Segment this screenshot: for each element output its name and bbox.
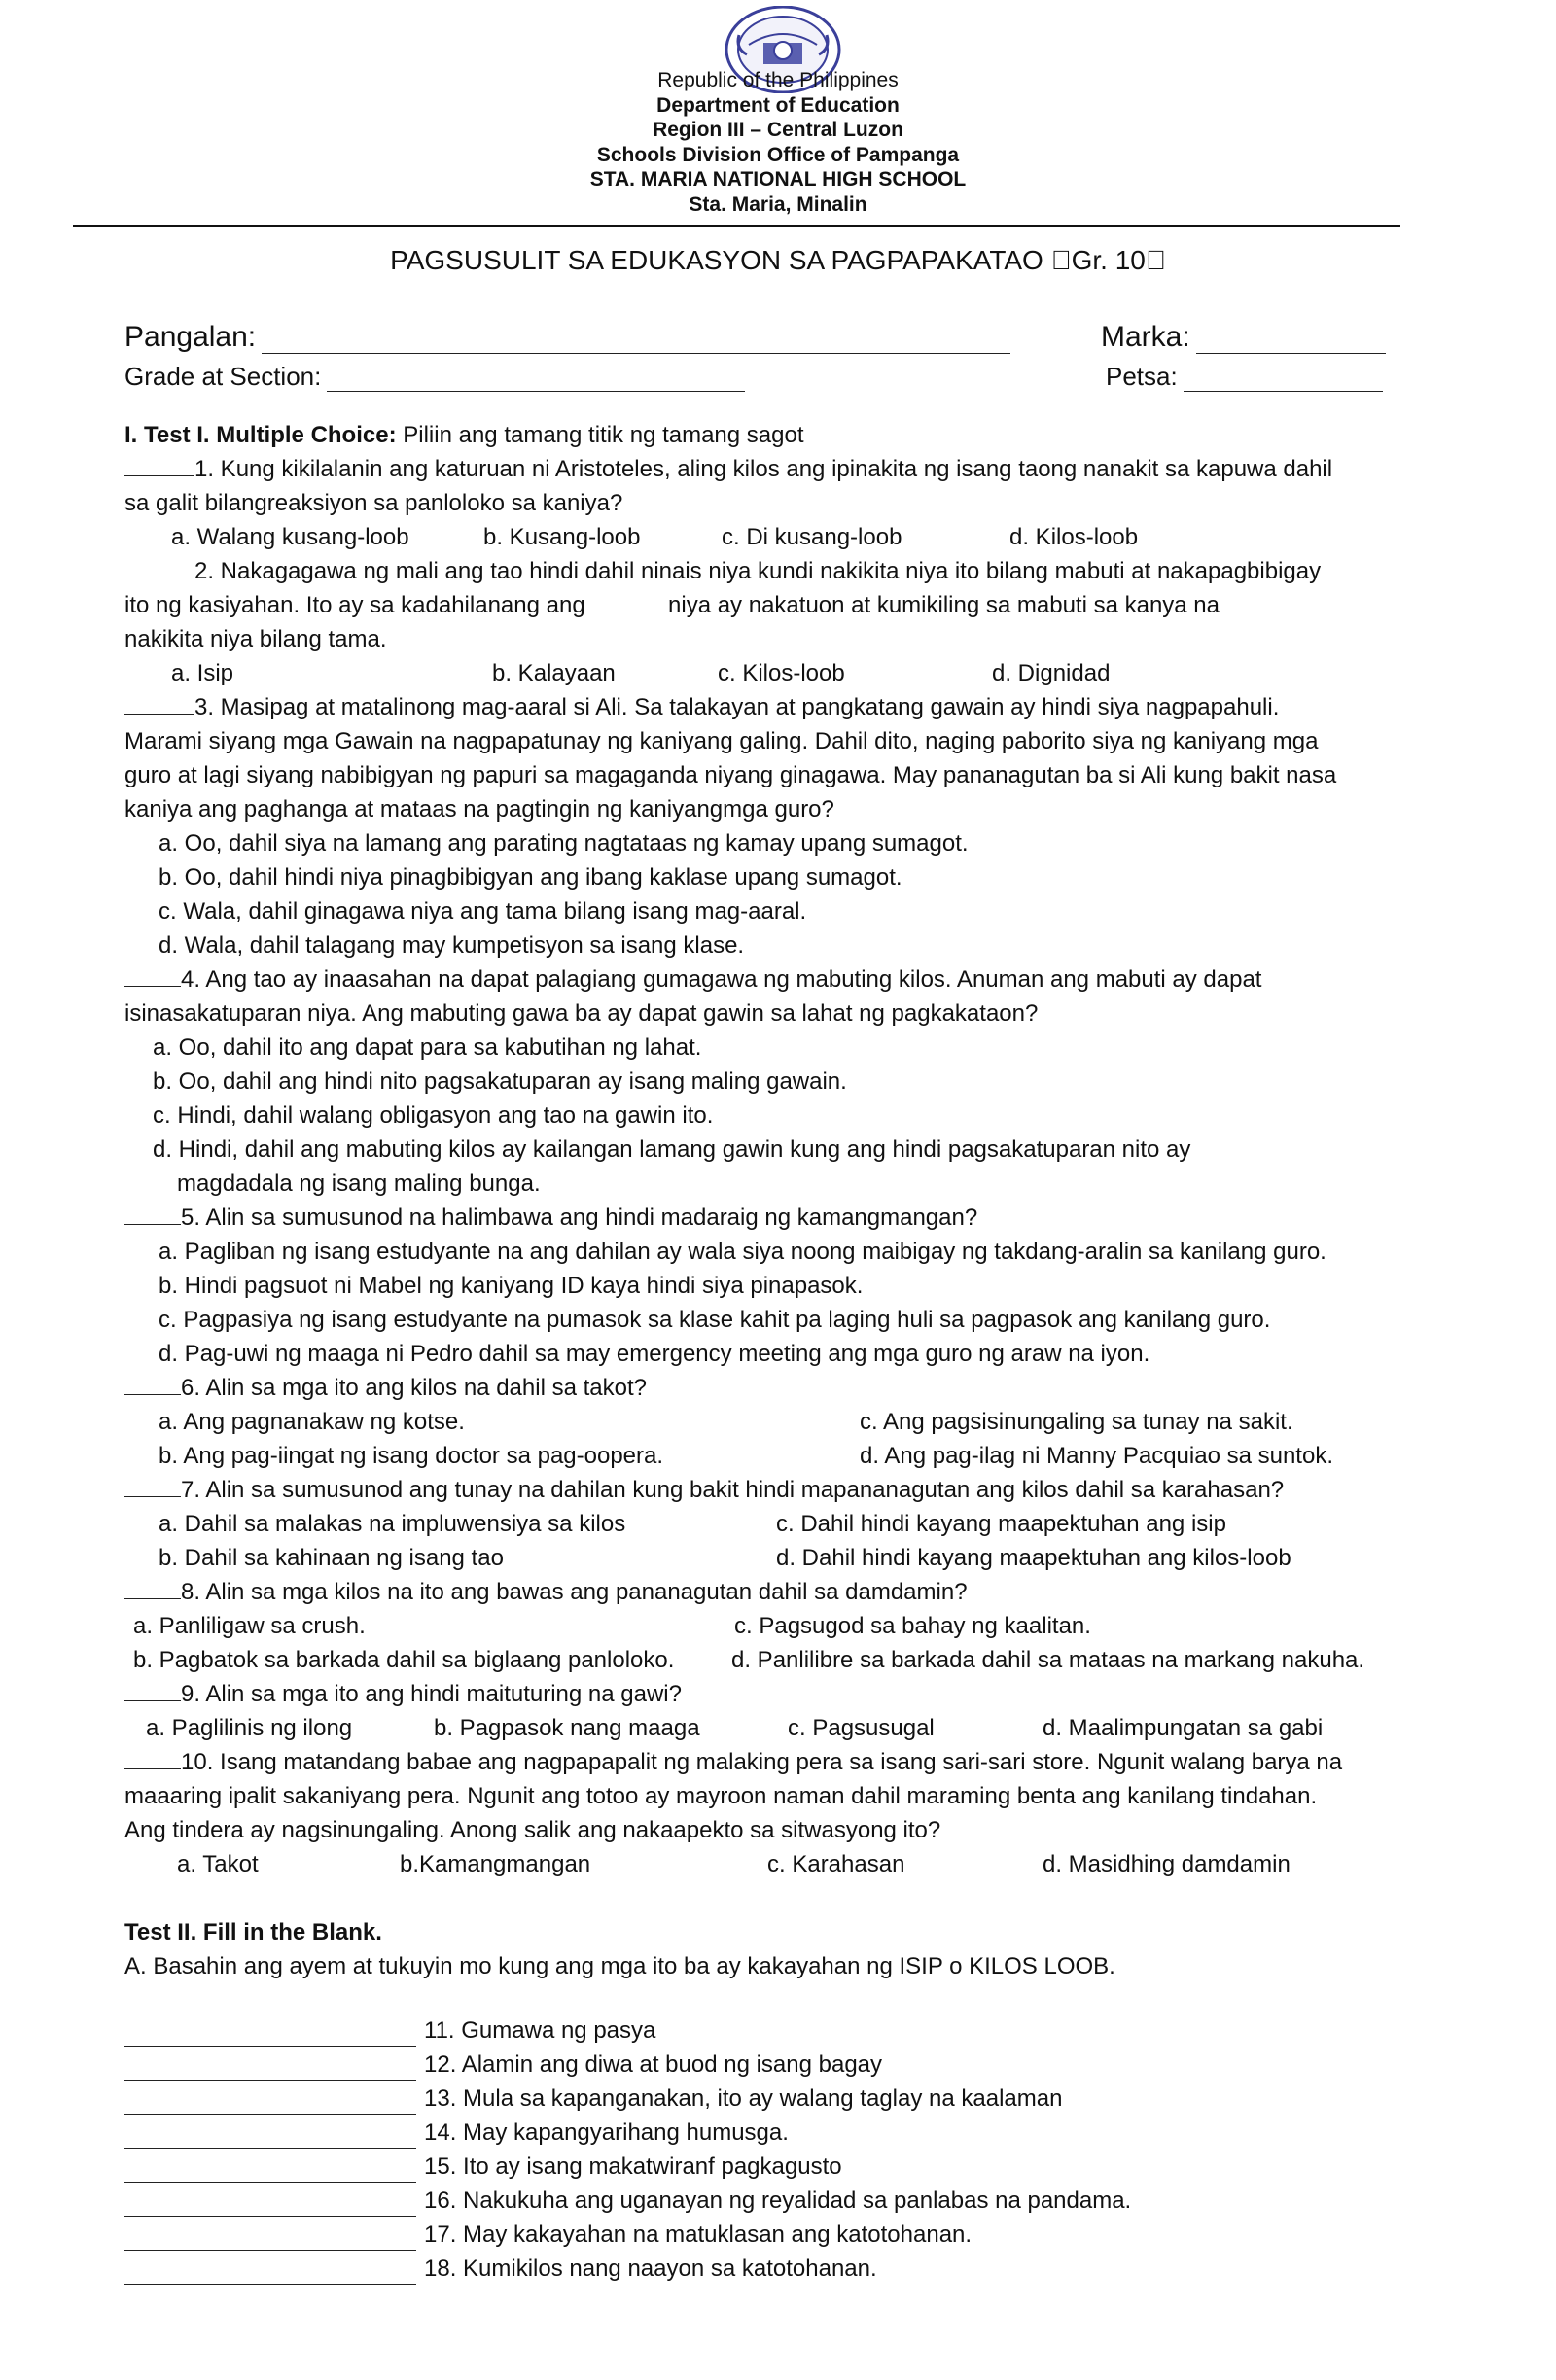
q10-option-b: b.Kamangmangan: [400, 1851, 591, 1877]
q6-option-d: d. Ang pag-ilag ni Manny Pacquiao sa suntok.: [860, 1443, 1333, 1469]
date-label: Petsa:: [1106, 362, 1178, 391]
q3-option-c: c. Wala, dahil ginagawa niya ang tama bilang isang mag-aaral.: [159, 898, 807, 925]
date-field: [1106, 362, 1383, 392]
q10-stem-cont: maaaring ipalit sakaniyang pera. Ngunit ang totoo ay mayroon naman dahil maraming benta ang kanilang tindahan.: [124, 1783, 1318, 1809]
q4-option-c: c. Hindi, dahil walang obligasyon ang tao na gawin ito.: [153, 1102, 714, 1129]
q8-option-a: a. Panliligaw sa crush.: [133, 1613, 366, 1639]
q8-option-d: d. Panlilibre sa barkada dahil sa mataas na markang nakuha.: [731, 1647, 1365, 1673]
header-department: Department of Education: [656, 94, 900, 117]
q4-stem: 4. Ang tao ay inaasahan na dapat palagiang gumagawa ng mabuting kilos. Anuman ang mabuti ay dapat: [124, 962, 1261, 997]
q4-option-d: d. Hindi, dahil ang mabuting kilos ay kailangan lamang gawin kung ang hindi pagsakatuparan nito ay: [153, 1137, 1191, 1163]
q1-option-c: c. Di kusang-loob: [722, 524, 902, 550]
q8-answer-blank[interactable]: [124, 1575, 181, 1599]
item-11-answer-line[interactable]: [124, 2045, 416, 2047]
q1-stem-cont: sa galit bilangreaksiyon sa panloloko sa kaniya?: [124, 490, 623, 516]
q1-option-b: b. Kusang-loob: [483, 524, 641, 550]
q5-option-b: b. Hindi pagsuot ni Mabel ng kaniyang ID kaya hindi siya pinapasok.: [159, 1273, 864, 1299]
item-18-answer-line[interactable]: [124, 2283, 416, 2285]
q10-stem-cont2: Ang tindera ay nagsinungaling. Anong salik ang nakaapekto sa sitwasyong ito?: [124, 1817, 941, 1843]
q7-option-b: b. Dahil sa kahinaan ng isang tao: [159, 1545, 504, 1571]
q1-answer-blank[interactable]: [124, 452, 194, 476]
q6-stem: 6. Alin sa mga ito ang kilos na dahil sa takot?: [124, 1371, 647, 1405]
q10-answer-blank[interactable]: [124, 1745, 181, 1769]
header-division: Schools Division Office of Pampanga: [596, 144, 960, 166]
q3-option-a: a. Oo, dahil siya na lamang ang parating nagtataas ng kamay upang sumagot.: [159, 830, 969, 857]
test2-heading: Test II. Fill in the Blank.: [124, 1919, 382, 1945]
q7-option-a: a. Dahil sa malakas na impluwensiya sa kilos: [159, 1511, 626, 1537]
q5-option-a: a. Pagliban ng isang estudyante na ang dahilan ay wala siya noong maibigay ng takdang-aralin sa kanilang guro.: [159, 1239, 1326, 1265]
q5-stem: 5. Alin sa sumusunod na halimbawa ang hindi madaraig ng kamangmangan?: [124, 1201, 977, 1235]
test1-heading-line: [124, 418, 804, 452]
q10-option-d: d. Masidhing damdamin: [1043, 1851, 1291, 1877]
q9-stem: 9. Alin sa mga ito ang hindi maituturing na gawi?: [124, 1677, 682, 1711]
q1-stem: 1. Kung kikilalanin ang katuruan ni Aristoteles, aling kilos ang ipinakita ng isang taong nanakit sa kapuwa dahil: [124, 452, 1332, 486]
test1-heading: I. Test I. Multiple Choice:: [124, 422, 397, 448]
score-input-line[interactable]: [1196, 353, 1386, 354]
header-location: Sta. Maria, Minalin: [689, 193, 867, 216]
date-input-line[interactable]: [1184, 391, 1383, 392]
item-15-answer-line[interactable]: [124, 2181, 416, 2183]
q7-option-c: c. Dahil hindi kayang maapektuhan ang isip: [776, 1511, 1226, 1537]
score-label: Marka:: [1101, 321, 1190, 353]
q6-option-b: b. Ang pag-iingat ng isang doctor sa pag-oopera.: [159, 1443, 664, 1469]
q4-option-d-cont: magdadala ng isang maling bunga.: [177, 1171, 541, 1197]
item-12: 12. Alamin ang diwa at buod ng isang bagay: [424, 2051, 883, 2078]
q3-option-b: b. Oo, dahil hindi niya pinagbibigyan ang ibang kaklase upang sumagot.: [159, 864, 902, 891]
item-16: 16. Nakukuha ang uganayan ng reyalidad sa panlabas na pandama.: [424, 2188, 1132, 2214]
name-field: [124, 321, 1010, 354]
name-input-line[interactable]: [262, 353, 1010, 354]
q6-option-c: c. Ang pagsisinungaling sa tunay na sakit.: [860, 1409, 1293, 1435]
q10-option-c: c. Karahasan: [767, 1851, 905, 1877]
q9-option-c: c. Pagsusugal: [788, 1715, 935, 1741]
name-label: Pangalan:: [124, 321, 257, 353]
q8-option-c: c. Pagsugod sa bahay ng kaalitan.: [734, 1613, 1091, 1639]
page-title: PAGSUSULIT SA EDUKASYON SA PAGPAPAKATAO Gr. 10: [410, 245, 1146, 275]
header-republic: Republic of the Philippines: [657, 69, 899, 91]
q3-stem-cont3: kaniya ang paghanga at mataas na pagtingin ng kaniyangmga guro?: [124, 796, 834, 822]
score-field: [1101, 321, 1386, 354]
q7-option-d: d. Dahil hindi kayang maapektuhan ang kilos-loob: [776, 1545, 1291, 1571]
item-13: 13. Mula sa kapanganakan, ito ay walang taglay na kaalaman: [424, 2085, 1063, 2112]
q1-option-d: d. Kilos-loob: [1009, 524, 1139, 550]
q2-answer-blank[interactable]: [124, 554, 194, 578]
item-14: 14. May kapangyarihang humusga.: [424, 2119, 789, 2146]
q5-answer-blank[interactable]: [124, 1201, 181, 1225]
q10-option-a: a. Takot: [177, 1851, 259, 1877]
q7-stem: 7. Alin sa sumusunod ang tunay na dahilan kung bakit hindi mapananagutan ang kilos dahil sa karahasan?: [124, 1473, 1284, 1507]
item-12-answer-line[interactable]: [124, 2079, 416, 2081]
q2-stem-cont2: nakikita niya bilang tama.: [124, 626, 387, 652]
item-11: 11. Gumawa ng pasya: [424, 2017, 656, 2044]
test2-instruction: A. Basahin ang ayem at tukuyin mo kung ang mga ito ba ay kakayahan ng ISIP o KILOS LOOB.: [124, 1953, 1115, 1979]
q5-option-d: d. Pag-uwi ng maaga ni Pedro dahil sa may emergency meeting ang mga guro ng araw na iyon.: [159, 1341, 1150, 1367]
q2-option-b: b. Kalayaan: [492, 660, 616, 686]
q3-stem-cont2: guro at lagi siyang nabibigyan ng papuri sa magaganda niyang ginagawa. May pananagutan ba si Ali kung bakit nasa: [124, 762, 1337, 788]
q9-answer-blank[interactable]: [124, 1677, 181, 1701]
q10-stem: 10. Isang matandang babae ang nagpapapalit ng malaking pera sa isang sari-sari store. Ngunit walang barya na: [124, 1745, 1342, 1779]
q9-option-d: d. Maalimpungatan sa gabi: [1043, 1715, 1324, 1741]
header-school: STA. MARIA NATIONAL HIGH SCHOOL: [589, 168, 967, 191]
q2-stem-cont: ito ng kasiyahan. Ito ay sa kadahilanang ang niya ay nakatuon at kumikiling sa mabuti sa kanya na: [124, 588, 1220, 622]
q8-option-b: b. Pagbatok sa barkada dahil sa biglaang panloloko.: [133, 1647, 675, 1673]
grade-section-label: Grade at Section:: [124, 362, 322, 391]
q6-answer-blank[interactable]: [124, 1371, 181, 1395]
item-17: 17. May kakayahan na matuklasan ang katotohanan.: [424, 2222, 972, 2248]
q2-option-d: d. Dignidad: [992, 660, 1111, 686]
item-18: 18. Kumikilos nang naayon sa katotohanan.: [424, 2256, 877, 2282]
q4-option-b: b. Oo, dahil ang hindi nito pagsakatuparan ay isang maling gawain.: [153, 1068, 847, 1095]
item-17-answer-line[interactable]: [124, 2249, 416, 2251]
item-14-answer-line[interactable]: [124, 2147, 416, 2149]
q4-stem-cont: isinasakatuparan niya. Ang mabuting gawa ba ay dapat gawin sa lahat ng pagkakataon?: [124, 1000, 1039, 1027]
q3-stem: 3. Masipag at matalinong mag-aaral si Ali. Sa talakayan at pangkatang gawain ay hindi siya nagpapahuli.: [124, 690, 1279, 724]
item-13-answer-line[interactable]: [124, 2113, 416, 2115]
q2-option-a: a. Isip: [171, 660, 234, 686]
q3-option-d: d. Wala, dahil talagang may kumpetisyon sa isang klase.: [159, 932, 745, 959]
item-16-answer-line[interactable]: [124, 2215, 416, 2217]
header-divider: [73, 225, 1400, 227]
q4-option-a: a. Oo, dahil ito ang dapat para sa kabutihan ng lahat.: [153, 1034, 702, 1061]
q3-stem-cont: Marami siyang mga Gawain na nagpapatunay ng kaniyang galing. Dahil dito, naging paborito siya ng kaniyang mga: [124, 728, 1319, 754]
q8-stem: 8. Alin sa mga kilos na ito ang bawas ang pananagutan dahil sa damdamin?: [124, 1575, 968, 1609]
q2-stem: 2. Nakagagawa ng mali ang tao hindi dahil ninais niya kundi nakikita niya ito bilang mabuti at nakapagbibigay: [124, 554, 1321, 588]
item-15: 15. Ito ay isang makatwiranf pagkagusto: [424, 2153, 842, 2180]
q2-option-c: c. Kilos-loob: [718, 660, 845, 686]
q6-option-a: a. Ang pagnanakaw ng kotse.: [159, 1409, 465, 1435]
grade-section-input-line[interactable]: [327, 391, 745, 392]
grade-section-field: [124, 362, 745, 392]
test1-instruction: Piliin ang tamang titik ng tamang sagot: [403, 422, 804, 448]
header-region: Region III – Central Luzon: [653, 119, 903, 141]
q2-inline-blank: [591, 588, 661, 612]
q1-option-a: a. Walang kusang-loob: [171, 524, 409, 550]
q5-option-c: c. Pagpasiya ng isang estudyante na pumasok sa klase kahit pa laging huli sa pagpasok ang kanilang guro.: [159, 1307, 1271, 1333]
q9-option-a: a. Paglilinis ng ilong: [146, 1715, 353, 1741]
q4-answer-blank[interactable]: [124, 962, 181, 987]
q9-option-b: b. Pagpasok nang maaga: [434, 1715, 700, 1741]
q3-answer-blank[interactable]: [124, 690, 194, 715]
q7-answer-blank[interactable]: [124, 1473, 181, 1497]
